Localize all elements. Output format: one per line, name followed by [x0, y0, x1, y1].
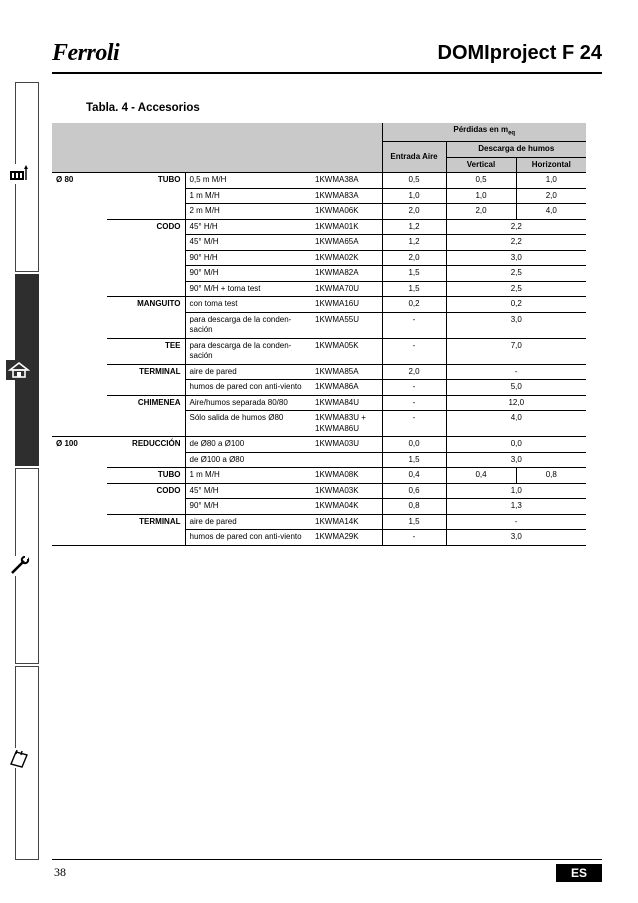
cell-entrada: 1,5: [382, 452, 446, 468]
cell-description: para descarga de la conden-sación: [185, 338, 311, 364]
cell-type: CODO: [156, 221, 181, 231]
cell-code: 1KWMA55U: [311, 312, 382, 338]
cell-descarga: -: [446, 364, 586, 380]
cell-code: 1KWMA01K: [311, 219, 382, 235]
table-row: [52, 235, 586, 251]
cell-description: 90° M/H: [185, 499, 311, 515]
language-badge: ES: [556, 864, 602, 882]
cell-type: [107, 235, 185, 251]
cell-horizontal: 0,8: [516, 468, 586, 484]
footer-divider: [52, 859, 602, 860]
cell-code: 1KWMA83U + 1KWMA86U: [311, 411, 382, 437]
cell-type: CHIMENEA: [137, 397, 181, 407]
cell-description: humos de pared con anti-viento: [185, 530, 311, 546]
cell-diameter: [52, 411, 107, 437]
cell-horizontal: 2,0: [516, 188, 586, 204]
cell-type: [107, 312, 185, 338]
cell-entrada: 2,0: [382, 204, 446, 220]
cell-type: CODO: [156, 485, 181, 495]
cell-code: 1KWMA83A: [311, 188, 382, 204]
cell-type: [107, 499, 185, 515]
cell-entrada: -: [382, 395, 446, 411]
table-row: [52, 514, 586, 530]
cell-description: 1 m M/H: [185, 188, 311, 204]
table-row: [52, 312, 586, 338]
cell-descarga: 0,2: [446, 297, 586, 313]
cell-code: 1KWMA04K: [311, 499, 382, 515]
cell-description: para descarga de la conden-sación: [185, 312, 311, 338]
table-row: [52, 499, 586, 515]
cell-descarga: 3,0: [446, 312, 586, 338]
cell-diameter: [52, 204, 107, 220]
cell-vertical: 1,0: [446, 188, 516, 204]
cell-descarga: 2,2: [446, 235, 586, 251]
header-descarga: Descarga de humos: [446, 142, 586, 158]
cell-diameter: [52, 483, 107, 499]
cell-type: TERMINAL: [139, 366, 181, 376]
header-entrada: Entrada Aire: [382, 142, 446, 173]
cell-diameter: [52, 281, 107, 297]
cell-description: Sólo salida de humos Ø80: [185, 411, 311, 437]
cell-entrada: 1,2: [382, 235, 446, 251]
cell-description: 1 m M/H: [185, 468, 311, 484]
cell-descarga: 3,0: [446, 250, 586, 266]
cell-code: 1KWMA29K: [311, 530, 382, 546]
cell-descarga: 0,0: [446, 437, 586, 453]
cell-code: 1KWMA86A: [311, 380, 382, 396]
table-row: [52, 173, 586, 189]
cell-description: con toma test: [185, 297, 311, 313]
cell-descarga: 2,5: [446, 281, 586, 297]
cell-entrada: -: [382, 530, 446, 546]
cell-descarga: 2,2: [446, 219, 586, 235]
cell-description: 45° H/H: [185, 219, 311, 235]
cell-diameter: Ø 80: [56, 175, 74, 185]
cell-code: 1KWMA16U: [311, 297, 382, 313]
cell-description: 2 m M/H: [185, 204, 311, 220]
cell-description: aire de pared: [185, 514, 311, 530]
house-installation-icon: [6, 360, 32, 380]
cell-code: 1KWMA03K: [311, 483, 382, 499]
cell-code: 1KWMA14K: [311, 514, 382, 530]
cell-descarga: 7,0: [446, 338, 586, 364]
cell-type: TUBO: [107, 468, 185, 484]
table-row: [52, 250, 586, 266]
cell-description: 90° M/H: [185, 266, 311, 282]
cell-descarga: 12,0: [446, 395, 586, 411]
cell-diameter: [52, 452, 107, 468]
table-row: [52, 219, 586, 235]
table-row: [52, 338, 586, 364]
table-row: [52, 530, 586, 546]
cell-code: 1KWMA08K: [311, 468, 382, 484]
table-row: [52, 380, 586, 396]
cell-descarga: 5,0: [446, 380, 586, 396]
cell-entrada: 2,0: [382, 250, 446, 266]
table-row: [52, 297, 586, 313]
document-notes-icon: [6, 748, 32, 768]
cell-type: REDUCCIÓN: [132, 439, 181, 449]
cell-code: 1KWMA03U: [311, 437, 382, 453]
cell-vertical: 0,4: [446, 468, 516, 484]
header-perdidas: Pérdidas en $m_{eq}$: [382, 123, 586, 142]
cell-entrada: 1,0: [382, 188, 446, 204]
brand-logo: Ferroli: [52, 40, 120, 66]
cell-entrada: 1,2: [382, 219, 446, 235]
cell-type: TEE: [107, 338, 185, 364]
cell-descarga: 3,0: [446, 452, 586, 468]
cell-type: [107, 380, 185, 396]
cell-description: humos de pared con anti-viento: [185, 380, 311, 396]
table-row: [52, 452, 586, 468]
cell-entrada: 0,2: [382, 297, 446, 313]
cell-description: 90° H/H: [185, 250, 311, 266]
cell-description: 45° M/H: [185, 235, 311, 251]
header-vertical: Vertical: [446, 157, 516, 173]
cell-diameter: [52, 235, 107, 251]
cell-type: [107, 266, 185, 282]
table-row: [52, 266, 586, 282]
cell-entrada: -: [382, 338, 446, 364]
table-row: [52, 395, 586, 411]
cell-diameter: [52, 468, 107, 484]
accessories-table: [52, 123, 586, 546]
cell-diameter: [52, 219, 107, 235]
table-row: [52, 468, 586, 484]
cell-diameter: [52, 380, 107, 396]
cell-code: 1KWMA05K: [311, 338, 382, 364]
boiler-user-icon: [6, 164, 32, 184]
table-row: [52, 204, 586, 220]
cell-code: 1KWMA06K: [311, 204, 382, 220]
header-divider: [52, 72, 602, 74]
cell-entrada: 1,5: [382, 281, 446, 297]
table-caption: Tabla. 4 - Accesorios: [86, 102, 200, 114]
cell-entrada: 2,0: [382, 364, 446, 380]
cell-entrada: 0,4: [382, 468, 446, 484]
cell-diameter: [52, 364, 107, 380]
cell-code: 1KWMA70U: [311, 281, 382, 297]
cell-code: 1KWMA84U: [311, 395, 382, 411]
cell-entrada: 1,5: [382, 266, 446, 282]
cell-entrada: 0,8: [382, 499, 446, 515]
cell-description: de Ø100 a Ø80: [185, 452, 311, 468]
cell-description: 45° M/H: [185, 483, 311, 499]
cell-entrada: 0,0: [382, 437, 446, 453]
cell-description: 90° M/H + toma test: [185, 281, 311, 297]
table-row: [52, 188, 586, 204]
table-row: [52, 281, 586, 297]
cell-diameter: [52, 312, 107, 338]
header-blank: [52, 123, 382, 173]
cell-vertical: 2,0: [446, 204, 516, 220]
cell-descarga: 1,0: [446, 483, 586, 499]
cell-type: [107, 250, 185, 266]
cell-entrada: -: [382, 312, 446, 338]
cell-diameter: [52, 395, 107, 411]
cell-type: TUBO: [157, 175, 181, 185]
cell-diameter: [52, 514, 107, 530]
cell-code: 1KWMA85A: [311, 364, 382, 380]
cell-entrada: -: [382, 380, 446, 396]
cell-diameter: Ø 100: [56, 439, 78, 449]
cell-entrada: -: [382, 411, 446, 437]
cell-descarga: 1,3: [446, 499, 586, 515]
cell-descarga: 3,0: [446, 530, 586, 546]
cell-vertical: 0,5: [446, 173, 516, 189]
cell-type: TERMINAL: [139, 516, 181, 526]
cell-diameter: [52, 188, 107, 204]
table-row: [52, 364, 586, 380]
cell-descarga: 4,0: [446, 411, 586, 437]
cell-type: [107, 411, 185, 437]
cell-description: de Ø80 a Ø100: [185, 437, 311, 453]
cell-descarga: 2,5: [446, 266, 586, 282]
cell-type: [107, 188, 185, 204]
cell-code: [311, 452, 382, 468]
cell-horizontal: 1,0: [516, 173, 586, 189]
cell-type: [107, 530, 185, 546]
cell-code: 1KWMA02K: [311, 250, 382, 266]
table-header-row-1: [52, 123, 586, 142]
document-title: DOMIproject F 24: [437, 42, 602, 64]
cell-horizontal: 4,0: [516, 204, 586, 220]
cell-description: Aire/humos separada 80/80: [185, 395, 311, 411]
cell-type: MANGUITO: [137, 299, 181, 309]
cell-entrada: 1,5: [382, 514, 446, 530]
cell-descarga: -: [446, 514, 586, 530]
cell-diameter: [52, 266, 107, 282]
table-row: [52, 411, 586, 437]
cell-diameter: [52, 338, 107, 364]
table-row: [52, 437, 586, 453]
wrench-service-icon: [6, 556, 32, 576]
cell-entrada: 0,6: [382, 483, 446, 499]
cell-type: [107, 281, 185, 297]
cell-diameter: [52, 530, 107, 546]
cell-code: 1KWMA38A: [311, 173, 382, 189]
page-number: 38: [54, 865, 66, 879]
cell-code: 1KWMA82A: [311, 266, 382, 282]
cell-description: aire de pared: [185, 364, 311, 380]
table-row: [52, 483, 586, 499]
cell-description: 0,5 m M/H: [185, 173, 311, 189]
cell-diameter: [52, 250, 107, 266]
header-horizontal: Horizontal: [516, 157, 586, 173]
cell-diameter: [52, 499, 107, 515]
cell-entrada: 0,5: [382, 173, 446, 189]
cell-code: 1KWMA65A: [311, 235, 382, 251]
cell-type: [107, 452, 185, 468]
cell-type: [107, 204, 185, 220]
cell-diameter: [52, 297, 107, 313]
